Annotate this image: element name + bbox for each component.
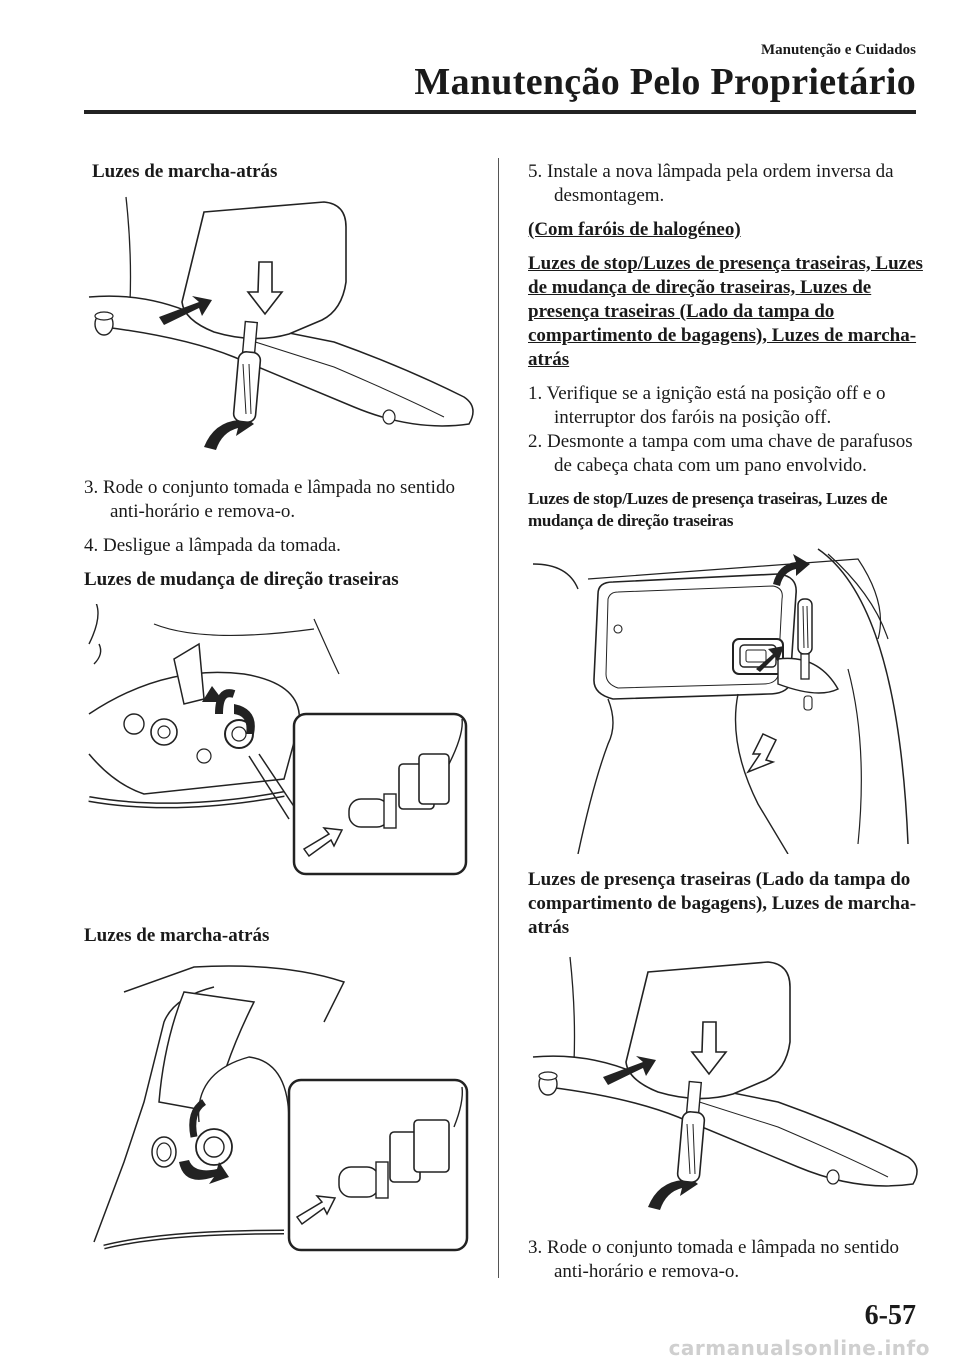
header-rule <box>84 110 916 114</box>
heading-halogen: (Com faróis de halogéneo) <box>528 219 741 240</box>
heading-turn-signals: Luzes de mudança de direção traseiras <box>84 569 399 590</box>
page-number: 6-57 <box>864 1300 916 1331</box>
figure-turn-signal-bulb <box>84 604 484 884</box>
header-section: Manutenção e Cuidados <box>760 42 916 58</box>
heading-presence-lights: Luzes de presença traseiras (Lado da tampa do compartimento de bagagens), Luzes de marcha-atrás <box>528 869 917 938</box>
step-3-rotate: 3. Rode o conjunto tomada e lâmpada no sentido anti-horário e remova-o. <box>84 477 455 522</box>
step-4-disconnect: 4. Desligue a lâmpada da tomada. <box>84 535 341 556</box>
step-5-install: 5. Instale a nova lâmpada pela ordem inversa da desmontagem. <box>528 161 894 206</box>
left-column <box>84 160 484 1252</box>
step-2-remove-cover: 2. Desmonte a tampa com uma chave de parafusos de cabeça chata com um pano envolvido. <box>528 431 913 476</box>
figure-reverse-cover-2 <box>528 952 928 1222</box>
page-title: Manutenção Pelo Proprietário <box>414 61 916 103</box>
column-divider <box>498 158 499 1278</box>
heading-reverse-lights-2: Luzes de marcha-atrás <box>84 925 270 946</box>
heading-light-list: Luzes de stop/Luzes de presença traseiras, Luzes de mudança de direção traseiras, Luzes de presença traseiras (Lado da tampa do compartimento de bagagens), Luzes de marcha-atrás <box>528 253 923 370</box>
heading-reverse-lights: Luzes de marcha-atrás <box>92 161 278 182</box>
right-column <box>528 160 928 1284</box>
figure-reverse-bulb <box>84 962 484 1252</box>
step-3b-rotate: 3. Rode o conjunto tomada e lâmpada no sentido anti-horário e remova-o. <box>528 1237 899 1282</box>
watermark: carmanualsonline.info <box>668 1336 930 1360</box>
figure-trunk-side-cover <box>528 544 918 854</box>
step-1-ignition: 1. Verifique se a ignição está na posição off e o interruptor dos faróis na posição off. <box>528 383 886 428</box>
subheading-stop-turn: Luzes de stop/Luzes de presença traseiras, Luzes de mudança de direção traseiras <box>528 489 888 530</box>
figure-reverse-cover <box>84 192 484 462</box>
